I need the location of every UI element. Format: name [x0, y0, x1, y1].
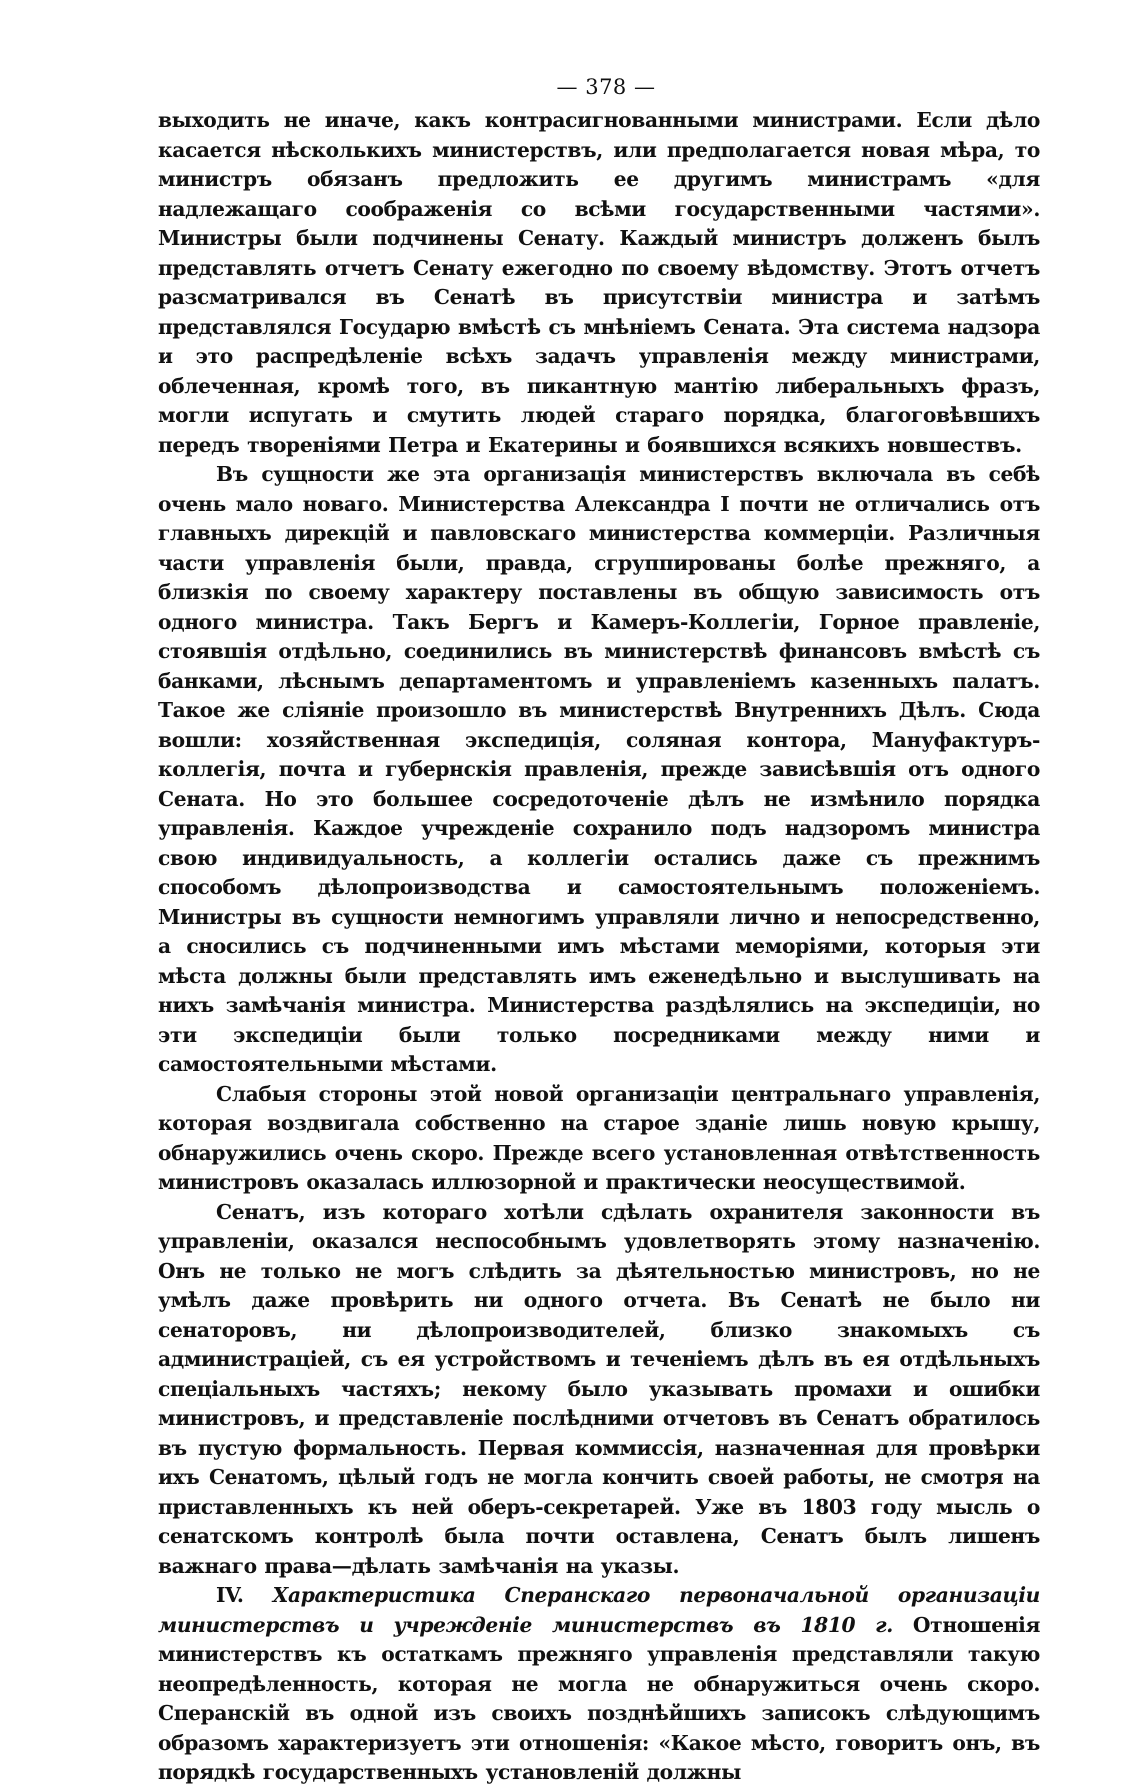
- page-number: — 378 —: [556, 75, 656, 99]
- section-heading: Характеристика Сперанскаго первоначальной организаціи министерствъ и учрежденіе министерствъ въ 1810 г.: [158, 1583, 1041, 1637]
- section-number: IV.: [216, 1583, 273, 1607]
- paragraph-4: Сенатъ, изъ котораго хотѣли сдѣлать охранителя законности въ управленіи, оказался неспособнымъ удовлетворять этому назначенію. Онъ не только не могъ слѣдить за дѣятельностью министровъ, но не умѣлъ даже провѣрить ни одного отчета. Въ Сенатѣ не было ни сенаторовъ, ни дѣлопроизводителей, близко знакомыхъ съ администраціей, съ ея устройствомъ и теченіемъ дѣлъ въ ея отдѣльныхъ спеціальныхъ частяхъ; некому было указывать промахи и ошибки министровъ, и представленіе послѣдними отчетовъ въ Сенатъ обратилось въ пустую формальность. Первая коммиссія, назначенная для провѣрки ихъ Сенатомъ, цѣлый годъ не могла кончить своей работы, не смотря на приставленныхъ къ ней оберъ-секретарей. Уже въ 1803 году мысль о сенатскомъ контролѣ была почти оставлена, Сенатъ былъ лишенъ важнаго права—дѣлать замѣчанія на указы.: [158, 1199, 1040, 1578]
- paragraph-1: выходить не иначе, какъ контрасигнованными министрами. Если дѣло касается нѣсколькихъ министерствъ, или предполагается новая мѣра, то министръ обязанъ предложить ее другимъ министрамъ «для надлежащаго соображенія со всѣми государственными частями». Министры были подчинены Сенату. Каждый министръ долженъ былъ представлять отчетъ Сенату ежегодно по своему вѣдомству. Этотъ отчетъ разсматривался въ Сенатѣ въ присутствіи министра и затѣмъ представлялся Государю вмѣстѣ съ мнѣніемъ Сената. Эта система надзора и это распредѣленіе всѣхъ задачъ управленія между министрами, облеченная, кромѣ того, въ пикантную мантію либеральныхъ фразъ, могли испугать и смутить людей стараго порядка, благоговѣвшихъ передъ твореніями Петра и Екатерины и боявшихся всякихъ новшествъ.: [158, 108, 1040, 457]
- paragraph-5-text: Отношенія министерствъ къ остаткамъ прежняго управленія представляли такую неопредѣленность, которая не могла не обнаружиться очень скоро. Сперанскій въ одной изъ своихъ позднѣйшихъ записокъ слѣдующимъ образомъ характеризуетъ эти отношенія: «Какое мѣсто, говоритъ онъ, въ порядкѣ государственныхъ установленій должны: [158, 1612, 1041, 1784]
- paragraph-2: Въ сущности же эта организація министерствъ включала въ себѣ очень мало новаго. Министерства Александра I почти не отличались отъ главныхъ дирекцій и павловскаго министерства коммерціи. Различныя части управленія были, правда, сгруппированы болѣе прежняго, а близкія по своему характеру поставлены въ общую зависимость отъ одного министра. Такъ Бергъ и Камеръ-Коллегіи, Горное правленіе, стоявшія отдѣльно, соединились въ министерствѣ финансовъ вмѣстѣ съ банками, лѣснымъ департаментомъ и управленіемъ казенныхъ палатъ. Такое же сліяніе произошло въ министерствѣ Внутреннихъ Дѣлъ. Сюда вошли: хозяйственная экспедиція, соляная контора, Мануфактуръ-коллегія, почта и губернскія правленія, прежде зависѣвшія отъ одного Сената. Но это большее сосредоточеніе дѣлъ не измѣнило порядка управленія. Каждое учрежденіе сохранило подъ надзоромъ министра свою индивидуальность, а коллегіи остались даже съ прежнимъ способомъ дѣлопроизводства и самостоятельнымъ положеніемъ. Министры въ сущности немногимъ управляли лично и непосредственно, а сносились съ подчиненными имъ мѣстами меморіями, которыя эти мѣста должны были представлять имъ еженедѣльно и выслушивать на нихъ замѣчанія министра. Министерства раздѣлялись на экспедиціи, но эти экспедиціи были только посредниками между ними и самостоятельными мѣстами.: [158, 462, 1040, 1076]
- paragraph-5: [158, 1581, 1040, 1788]
- paragraph-3: Слабыя стороны этой новой организаціи центральнаго управленія, которая воздвигала собственно на старое зданіе лишь новую крышу, обнаружились очень скоро. Прежде всего установленная отвѣтственность министровъ оказалась иллюзорной и практически неосуществимой.: [158, 1081, 1040, 1194]
- book-page: [158, 72, 1041, 1784]
